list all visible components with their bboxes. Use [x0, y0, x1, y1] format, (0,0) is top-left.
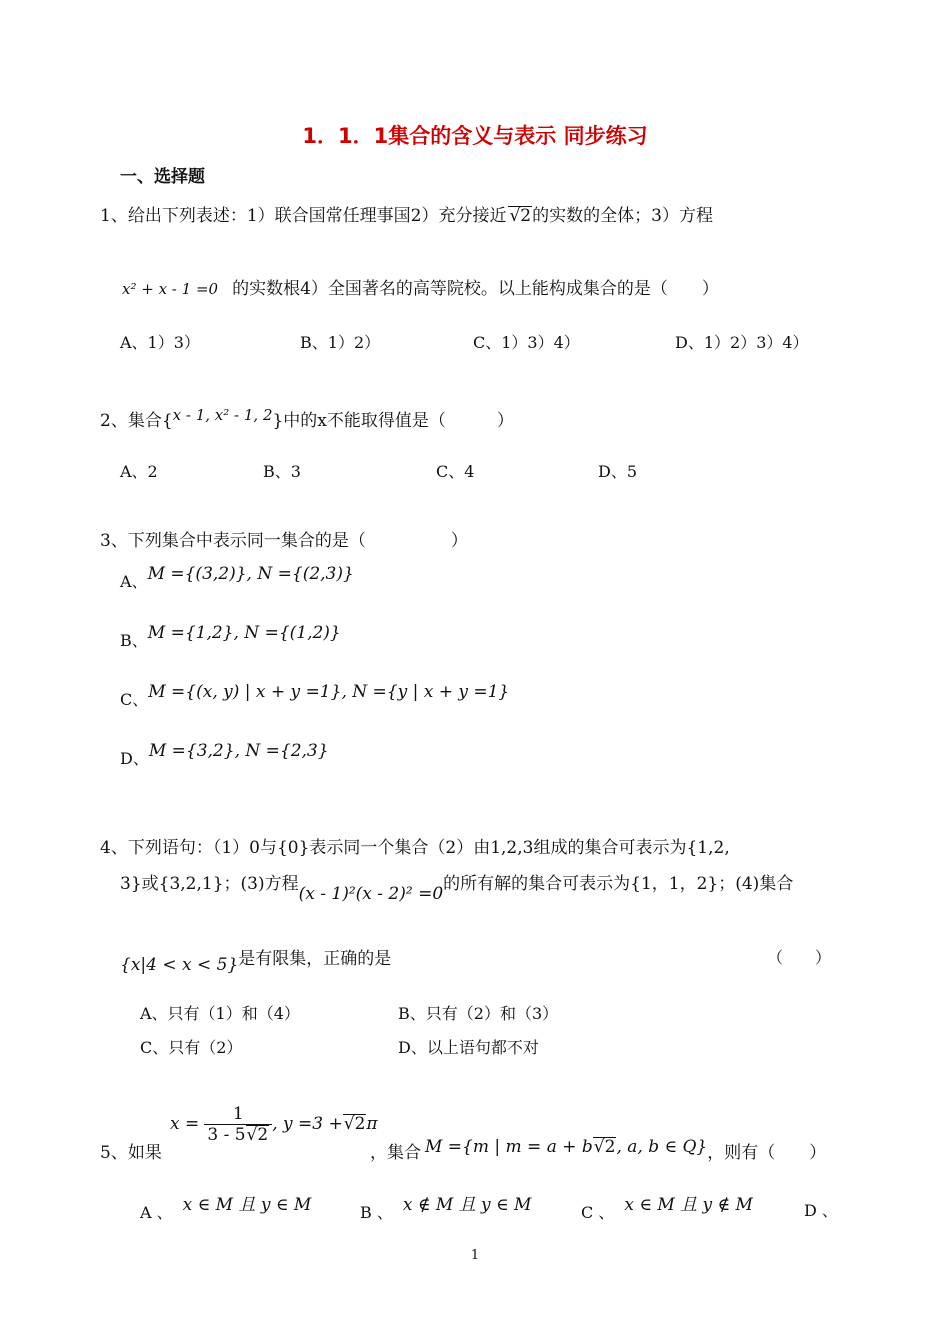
q3-label-a: A、: [120, 572, 148, 591]
q3-expr-b: M ={1,2}, N ={(1,2)}: [147, 623, 341, 643]
q5-label-d: D 、: [804, 1201, 838, 1220]
q3-option-c: [120, 679, 510, 709]
q1-sqrt-value: 2: [520, 206, 532, 226]
q5-option-a: [140, 1190, 312, 1222]
question-4-line-1: 4、下列语句：（1）0与{0}表示同一个集合（2）由1,2,3组成的集合可表示为{1,2,: [100, 838, 730, 858]
q5-expr-c: x ∈ M 且 y ∉ M: [624, 1195, 753, 1215]
question-2: [100, 406, 514, 431]
q5-frac-sqrt: √2: [246, 1125, 269, 1145]
q5-y-b: π: [366, 1114, 378, 1134]
q1-option-b: B、1）2）: [300, 333, 381, 352]
q3-expr-d: M ={3,2}, N ={2,3}: [148, 741, 329, 761]
q5-set-sqrt: √2: [593, 1137, 616, 1157]
q5-frac-den-a: 3 - 5: [207, 1125, 246, 1145]
q4-option-b: B、只有（2）和（3）: [398, 1004, 559, 1023]
q1-option-c: C、1）3）4）: [473, 333, 580, 352]
q3-expr-a: M ={(3,2)}, N ={(2,3)}: [147, 564, 354, 584]
q1-text-c: 的实数根4）全国著名的高等院校。以上能构成集合的是（ ）: [232, 279, 719, 299]
q1-equation: x² + x - 1 =0: [122, 280, 219, 298]
q3-option-d: [120, 738, 329, 768]
q1-text-b: 的实数的全体；3）方程: [532, 206, 713, 226]
page-number: 1: [470, 1248, 480, 1263]
section-heading: 一、选择题: [120, 167, 205, 187]
q5-text-b: ，集合: [370, 1143, 421, 1163]
q1-sqrt: √2: [509, 206, 532, 226]
q5-expr-a: x ∈ M 且 y ∈ M: [182, 1195, 312, 1215]
q4-option-a: A、只有（1）和（4）: [140, 1004, 300, 1023]
q5-x-lhs: x =: [170, 1114, 200, 1134]
q4-set: {x|4 < x < 5}: [120, 955, 239, 975]
q1-text-a: 1、给出下列表述：1）联合国常任理事国2）充分接近: [100, 206, 507, 226]
q3-option-b: [120, 620, 341, 650]
q3-option-a: [120, 561, 354, 591]
q1-option-a: A、1）3）: [120, 333, 200, 352]
q5-y-sqrt-value: 2: [354, 1114, 366, 1134]
q5-option-b: [360, 1190, 532, 1222]
q3-expr-c: M ={(x, y) | x + y =1}, N ={y | x + y =1}: [148, 682, 510, 702]
q4-text-2b: 的所有解的集合可表示为{1，1，2}；(4)集合: [443, 874, 794, 894]
q5-label-c: C 、: [581, 1203, 615, 1222]
q4-equation: (x - 1)²(x - 2)² =0: [298, 884, 444, 904]
question-4-line-3: [120, 944, 392, 975]
q4-option-d: D、以上语句都不对: [398, 1038, 539, 1057]
q2-option-b: B、3: [263, 462, 301, 481]
q5-set-a: M ={m | m = a + b: [425, 1137, 593, 1157]
q2-text-a: 2、集合{: [100, 411, 173, 431]
q4-answer-paren: （ ）: [767, 948, 832, 967]
q3-label-c: C、: [120, 690, 149, 709]
q5-fraction: [204, 1104, 272, 1145]
q5-expr-b: x ∉ M 且 y ∈ M: [402, 1195, 532, 1215]
q5-label-a: A 、: [140, 1203, 173, 1222]
page-title: 1．1．1集合的含义与表示 同步练习: [302, 124, 648, 148]
q3-label-d: D、: [120, 749, 149, 768]
q5-set-b: , a, b ∈ Q}: [616, 1137, 708, 1157]
q5-middle: [370, 1138, 826, 1163]
question-4-line-2: [120, 869, 794, 904]
q1-option-d: D、1）2）3）4）: [675, 333, 809, 352]
q5-set-sqrt-value: 2: [604, 1137, 616, 1157]
q4-text-2a: 3}或{3,2,1}；(3)方程: [120, 874, 299, 894]
q5-option-c: [581, 1190, 753, 1222]
q5-y-a: , y =3 +: [272, 1114, 343, 1134]
q3-label-b: B、: [120, 631, 148, 650]
q2-option-d: D、5: [598, 462, 638, 481]
q2-set: x - 1, x² - 1, 2: [172, 406, 273, 424]
q5-frac-sqrt-value: 2: [257, 1125, 269, 1145]
q2-option-a: A、2: [120, 462, 158, 481]
q4-text-3b: 是有限集，正确的是: [238, 949, 392, 969]
q4-option-c: C、只有（2）: [140, 1038, 243, 1057]
q5-y-sqrt: √2: [343, 1114, 366, 1134]
question-3-stem: 3、下列集合中表示同一集合的是（ ）: [100, 531, 468, 551]
q2-text-b: }中的x不能取得值是（ ）: [272, 411, 514, 431]
q5-xy-expression: [170, 1104, 378, 1145]
question-1-line-2: [122, 274, 719, 299]
q5-frac-num: 1: [204, 1104, 272, 1125]
q5-label-b: B 、: [360, 1203, 393, 1222]
q5-prefix: 5、如果: [100, 1143, 162, 1163]
q5-text-c: ，则有（ ）: [707, 1143, 827, 1163]
question-1-line-1: [100, 201, 713, 226]
q2-option-c: C、4: [436, 462, 475, 481]
q5-frac-den: [204, 1125, 272, 1145]
